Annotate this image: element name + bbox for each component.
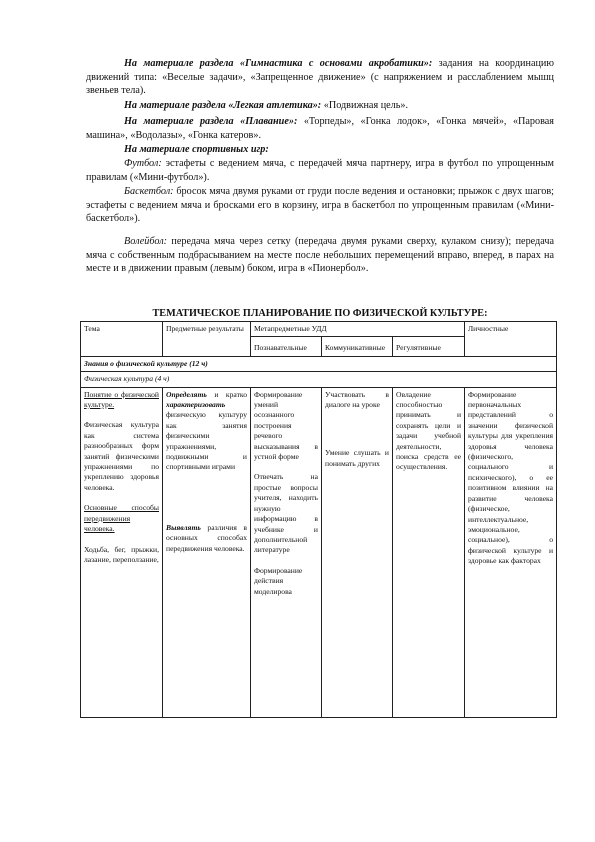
paragraph-basketball-title: Баскетбол: — [124, 186, 174, 197]
paragraph-athletics-text: «Подвижная цель». — [321, 100, 409, 111]
tema-description: Физическая культура как система разнообразных форм занятий физическими упражнениями по укреплению здоровья человека. — [84, 420, 159, 492]
paragraph-sport-games-title: На материале спортивных игр: — [124, 144, 269, 155]
paragraph-sport-games — [86, 143, 554, 157]
paragraph-gymnastics-title: На материале раздела «Гимнастика с основами акробатики»: — [124, 58, 433, 69]
cell-komm — [322, 387, 393, 717]
paragraph-swimming-text: «Торпеды», «Гонка лодок», «Гонка мячей», «Паровая машина», «Водолазы», «Гонка катеров». — [86, 116, 554, 141]
paragraph-football-text: эстафеты с ведением мяча, с передачей мяча партнеру, игра в футбол по упрощенным правилам («Мини-футбол»). — [86, 158, 554, 183]
paragraph-football-title: Футбол: — [124, 158, 162, 169]
table-subsection-row — [81, 372, 557, 387]
komm-item-2: Умение слушать и понимать других — [325, 448, 389, 468]
regul-item-1: Овладение способностью принимать и сохранять цели и задачи учебной деятельности, поиска средств ее осуществления. — [396, 389, 462, 472]
paragraph-athletics-title: На материале раздела «Легкая атлетика»: — [124, 100, 322, 111]
cell-pozn — [251, 387, 322, 717]
predmet-identify-text: различия в основных способах передвижения человека. — [166, 522, 247, 553]
cell-lichn — [465, 387, 557, 717]
paragraph-basketball — [86, 185, 554, 226]
planning-table — [80, 321, 557, 718]
predmet-identify — [166, 523, 247, 554]
paragraph-basketball-text: бросок мяча двумя руками от груди после ведения и остановки; прыжок с двух шагов; эстафеты с ведением мяча и бросками его в корзину, игра в баскетбол по упрощенным правилам («Мини-баскетбол»). — [86, 186, 554, 225]
predmet-define-mid: и кратко — [206, 389, 247, 399]
subsection-title: Физическая культура (4 ч) — [81, 372, 557, 387]
paragraph-volleyball-title: Волейбол: — [124, 236, 168, 247]
header-komm: Коммуникативные — [322, 337, 393, 356]
paragraph-gymnastics-text: задания на координацию движений типа: «Веселые задачи», «Запрещенное движение» (с напряжением и расслаблением мышц звеньев тела). — [86, 58, 554, 97]
paragraph-athletics — [86, 99, 554, 113]
predmet-define-label: Определять — [166, 389, 207, 399]
lichn-item-1: Формирование первоначальных представлений о значении физической культуры для укрепления здоровья человека (физического, социального и психического), о ее позитивном влиянии на развитие человека (физическое, интеллектуальное, эмоциональное, социальное), о физической культуре и здоровье как факторах — [468, 389, 554, 566]
tema-movement-methods: Основные способы передвижения человека. — [84, 503, 159, 534]
page-title: ТЕМАТИЧЕСКОЕ ПЛАНИРОВАНИЕ ПО ФИЗИЧЕСКОЙ КУЛЬТУРЕ: — [152, 308, 488, 319]
header-predmet: Предметные результаты — [163, 322, 251, 357]
header-lichn: Личностные — [465, 322, 557, 357]
header-meta: Метапредметные УДД — [251, 322, 465, 337]
paragraph-gymnastics — [86, 57, 554, 98]
paragraph-swimming-title: На материале раздела «Плавание»: — [124, 116, 298, 127]
predmet-characterize-label: характеризовать — [166, 400, 226, 410]
table-section-row — [81, 356, 557, 371]
cell-regul — [393, 387, 465, 717]
section-title: Знания о физической культуре (12 ч) — [81, 356, 557, 371]
komm-item-1: Участвовать в диалоге на уроке — [325, 389, 389, 410]
pozn-item-1: Формирование умений осознанного построения речевого высказывания в устной форме — [254, 389, 318, 462]
header-tema: Тема — [81, 322, 163, 357]
paragraph-volleyball-text: передача мяча через сетку (передача двумя руками сверху, кулаком снизу); передача мяча с собственным подбрасыванием на месте после небольших перемещений вправо, вперед, в парах на месте и в движении правым (левым) боком, игра в «Пионербол». — [86, 236, 554, 275]
table-header-row — [81, 322, 557, 337]
predmet-define — [166, 390, 247, 473]
cell-predmet — [163, 387, 251, 717]
header-regul: Регулятивные — [393, 337, 465, 356]
paragraph-football — [86, 157, 554, 184]
cell-tema — [81, 387, 163, 717]
paragraph-swimming — [86, 115, 554, 142]
paragraph-volleyball — [86, 235, 554, 276]
tema-concept: Понятие о физической культуре. — [84, 389, 159, 410]
pozn-item-2: Отвечать на простые вопросы учителя, находить нужную информацию в учебнике и дополнительной литературе — [254, 472, 318, 555]
header-pozn: Познавательные — [251, 337, 322, 356]
table-row — [81, 387, 557, 717]
tema-movement-list: Ходьба, бег, прыжки, лазание, переползание, — [84, 544, 159, 564]
predmet-identify-label: Выявлять — [166, 522, 201, 532]
predmet-define-text: физическую культуру как занятия физическими упражнениями, подвижными и спортивными играми — [166, 410, 247, 472]
pozn-item-3: Формирование действия моделирова — [254, 565, 303, 596]
